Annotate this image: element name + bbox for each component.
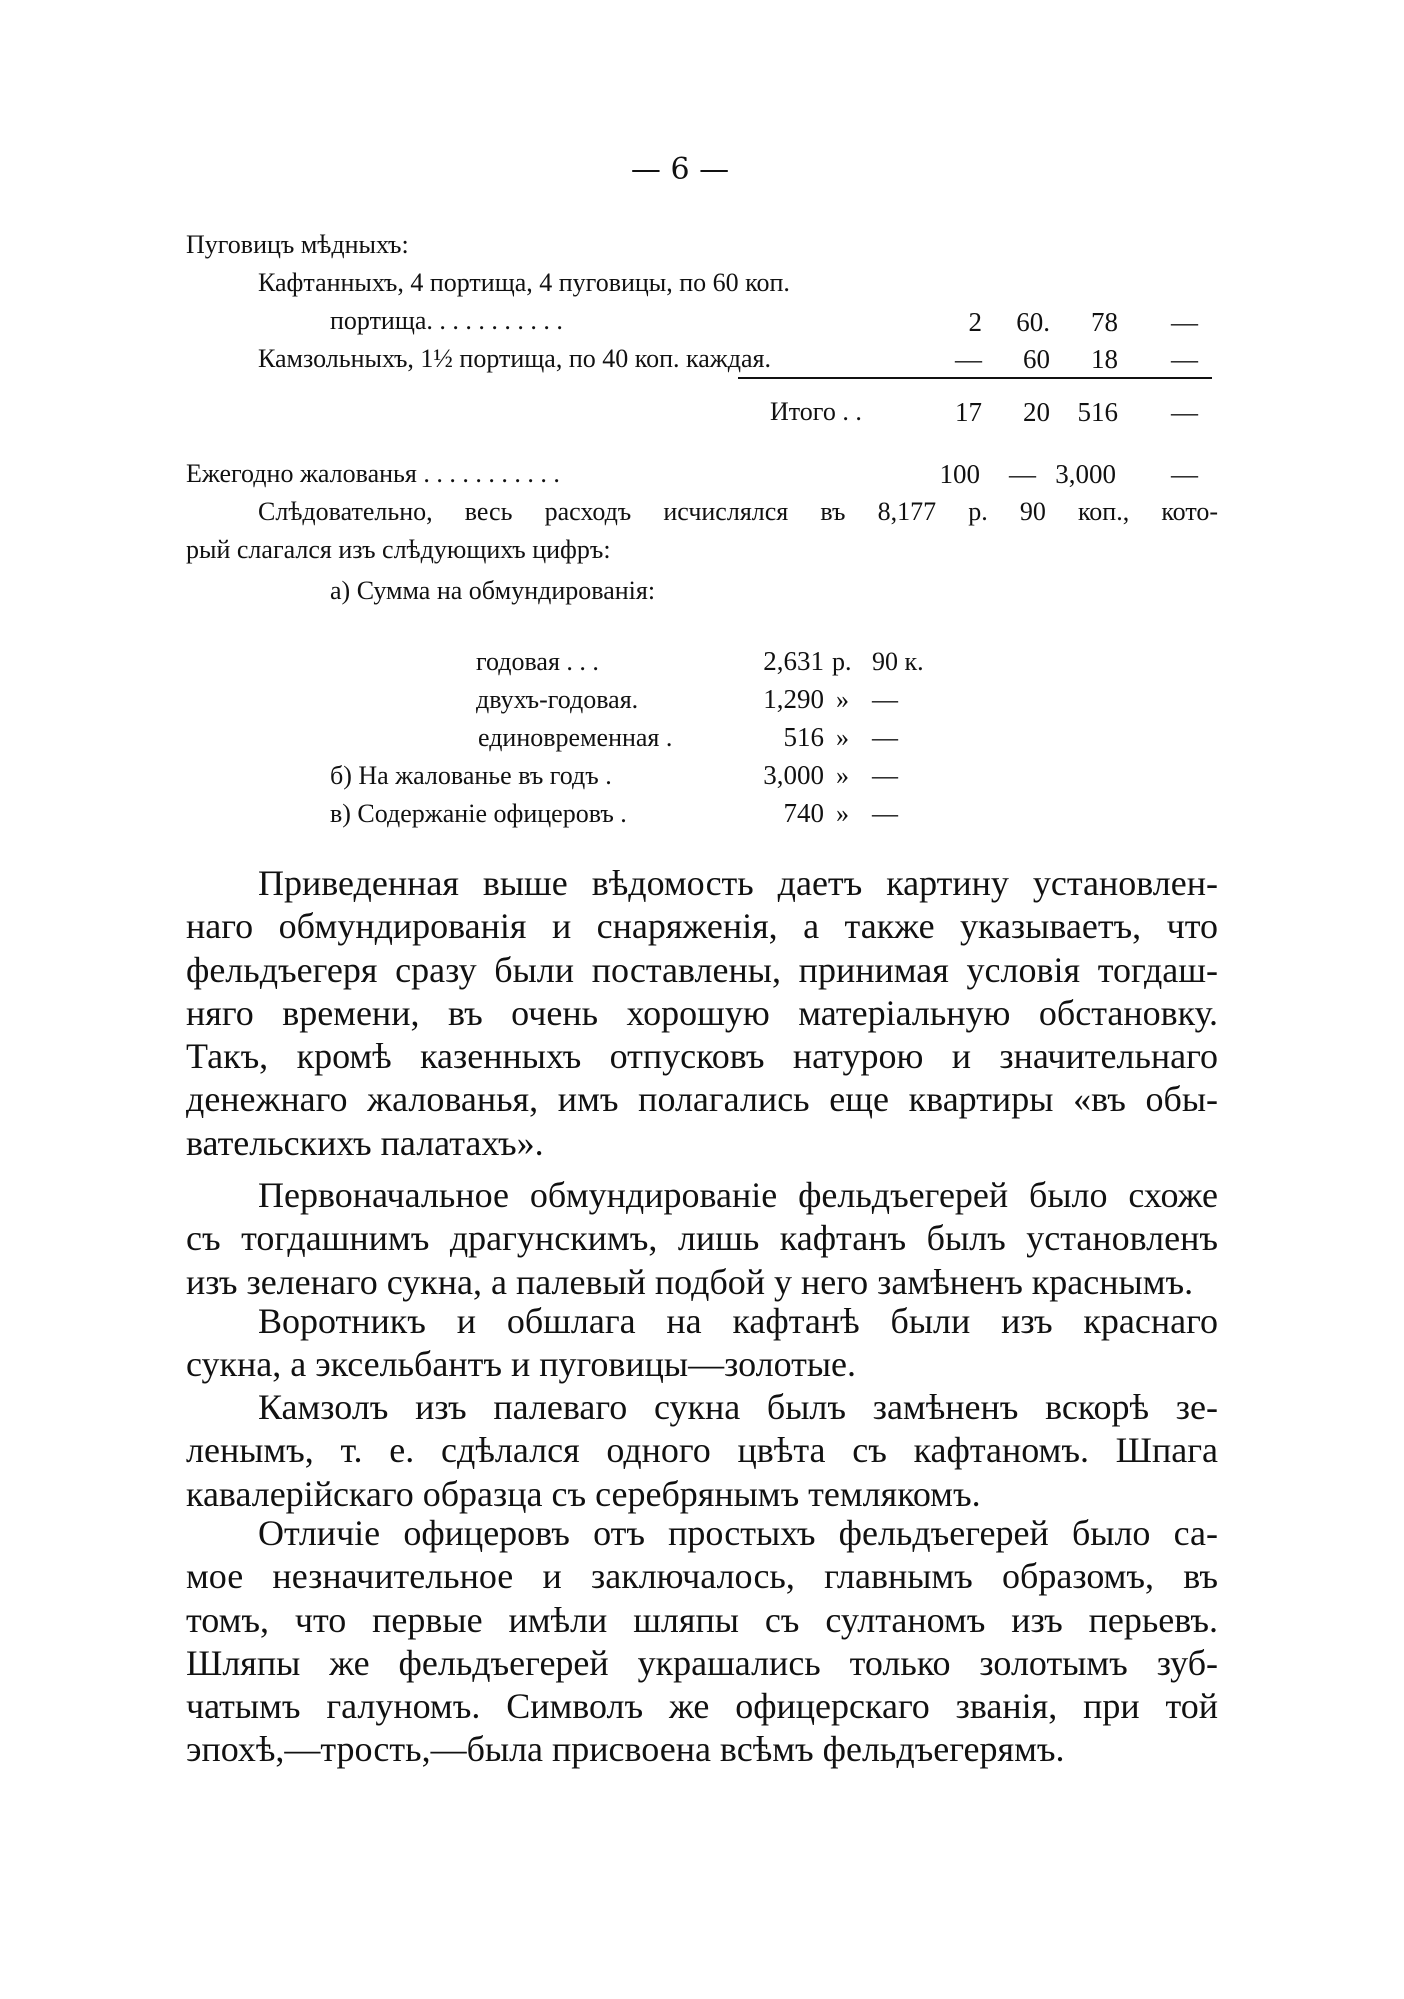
ledger-total-rub-total: 516 <box>1077 397 1118 427</box>
summary-item-kop: 90 к. <box>872 647 924 676</box>
paragraph-line: изъ зеленаго сукна, а палевый подбой у него замѣненъ краснымъ. <box>186 1261 1194 1302</box>
summary-item-amount: 2,631 <box>763 646 824 676</box>
paragraph-line: эпохѣ,—трость,—была присвоена всѣмъ фельдъегерямъ. <box>186 1729 1065 1770</box>
ledger-total-label: Итого . . <box>770 397 862 426</box>
paragraph-line: Первоначальное обмундированіе фельдъегерей было схоже <box>258 1175 1218 1215</box>
paragraph-5 <box>186 1512 1218 1772</box>
paragraph-line: сукна, а эксельбантъ и пуговицы—золотые. <box>186 1344 856 1385</box>
ledger-row-2-rub-total: 18 <box>1091 344 1118 374</box>
paragraph-line: наго обмундированія и снаряженія, а также указываетъ, что <box>186 906 1218 947</box>
paragraph-line: чатымъ галуномъ. Символъ же офицерскаго званія, при той <box>186 1686 1218 1727</box>
page-number: — 6 — <box>630 152 730 187</box>
salary-label: Ежегодно жалованья . . . . . . . . . . . <box>186 459 560 488</box>
paragraph-line: Приведенная выше вѣдомость даетъ картину установлен- <box>258 863 1218 903</box>
summary-item-label: в) Содержаніе офицеровъ . <box>330 799 627 828</box>
ledger-row-1-label: Кафтанныхъ, 4 портища, 4 пуговицы, по 60 коп. <box>258 268 790 297</box>
summary-item-unit: р. <box>832 647 852 676</box>
paragraph-line: съ тогдашнимъ драгунскимъ, лишь кафтанъ былъ установленъ <box>186 1218 1218 1259</box>
ledger-total-rule <box>738 377 1212 379</box>
ledger-row-2-rub: — <box>955 344 982 374</box>
summary-a-label: а) Сумма на обмундированія: <box>330 576 656 605</box>
summary-item-amount: 516 <box>783 722 824 752</box>
ledger-row-2-kop-total: — <box>1171 344 1198 374</box>
ledger-row-1-kop-total: — <box>1171 307 1198 337</box>
summary-item-kop: — <box>872 799 898 828</box>
summary-item-kop: — <box>872 761 898 790</box>
summary-item-amount: 1,290 <box>763 684 824 714</box>
summary-item-amount: 740 <box>783 798 824 828</box>
paragraph-1 <box>186 862 1218 1165</box>
ledger-row-1-kop: 60. <box>1016 307 1050 337</box>
paragraph-line: фельдъегеря сразу были поставлены, принимая условія тогдаш- <box>186 949 1218 990</box>
salary-kop: — <box>1171 459 1198 489</box>
paragraph-line: Воротникъ и обшлага на кафтанѣ были изъ краснаго <box>258 1301 1218 1341</box>
paragraph-line: ленымъ, т. е. сдѣлался одного цвѣта съ кафтаномъ. Шпага <box>186 1430 1218 1471</box>
paragraph-line: мое незначительное и заключалось, главнымъ образомъ, въ <box>186 1556 1218 1597</box>
paragraph-line: томъ, что первые имѣли шляпы съ султаномъ изъ перьевъ. <box>186 1599 1218 1640</box>
paragraph-line: кавалерійскаго образца съ серебрянымъ темлякомъ. <box>186 1473 981 1514</box>
paragraph-line: Шляпы же фельдъегерей украшались только золотымъ зуб- <box>186 1642 1218 1683</box>
paragraph-line: Камзолъ изъ палеваго сукна былъ замѣненъ вскорѣ зе- <box>258 1387 1218 1427</box>
summary-item-label: б) На жалованье въ годъ . <box>330 761 612 790</box>
paragraph-line: Отличіе офицеровъ отъ простыхъ фельдъегерей было са- <box>258 1513 1218 1553</box>
summary-item-unit: » <box>836 723 849 752</box>
salary-total: 3,000 <box>1055 459 1116 489</box>
ledger-row-1-rub: 2 <box>968 307 982 337</box>
paragraph-3 <box>186 1300 1218 1387</box>
ledger-row-1-rub-total: 78 <box>1091 307 1118 337</box>
paragraph-line: денежнаго жалованья, имъ полагались еще квартиры «въ обы- <box>186 1079 1218 1120</box>
ledger-row-1-label-cont: портища. . . . . . . . . . . <box>330 306 563 335</box>
paragraph-line: Такъ, кромѣ казенныхъ отпусковъ натурою и значительнаго <box>186 1036 1218 1077</box>
ledger-heading: Пуговицъ мѣдныхъ: <box>186 230 409 259</box>
summary-item-kop: — <box>872 685 898 714</box>
summary-item-kop: — <box>872 723 898 752</box>
ledger-row-2-label: Камзольныхъ, 1½ портища, по 40 коп. каждая. <box>258 344 771 373</box>
summary-item-label: двухъ-годовая. <box>476 685 639 714</box>
summary-line-2: рый слагался изъ слѣдующихъ цифръ: <box>186 535 611 564</box>
summary-item-label: годовая . . . <box>476 647 599 676</box>
ledger-total-kop: 20 <box>1023 397 1050 427</box>
paragraph-4 <box>186 1386 1218 1516</box>
summary-item-amount: 3,000 <box>763 760 824 790</box>
summary-item-label: единовременная . <box>478 723 673 752</box>
summary-line-1: Слѣдовательно, весь расходъ исчислялся въ 8,177 р. 90 коп., кото- <box>258 497 1218 526</box>
salary-per-person: 100 <box>939 459 980 489</box>
paragraph-line: вательскихъ палатахъ». <box>186 1122 544 1163</box>
ledger-total-kop-total: — <box>1171 397 1198 427</box>
summary-item-unit: » <box>836 685 849 714</box>
paragraph-line: няго времени, въ очень хорошую матеріальную обстановку. <box>186 992 1218 1033</box>
summary-item-unit: » <box>836 799 849 828</box>
paragraph-2 <box>186 1174 1218 1304</box>
salary-dash: — <box>1009 459 1036 489</box>
ledger-row-2-kop: 60 <box>1023 344 1050 374</box>
ledger-total-rub: 17 <box>955 397 982 427</box>
summary-item-unit: » <box>836 761 849 790</box>
